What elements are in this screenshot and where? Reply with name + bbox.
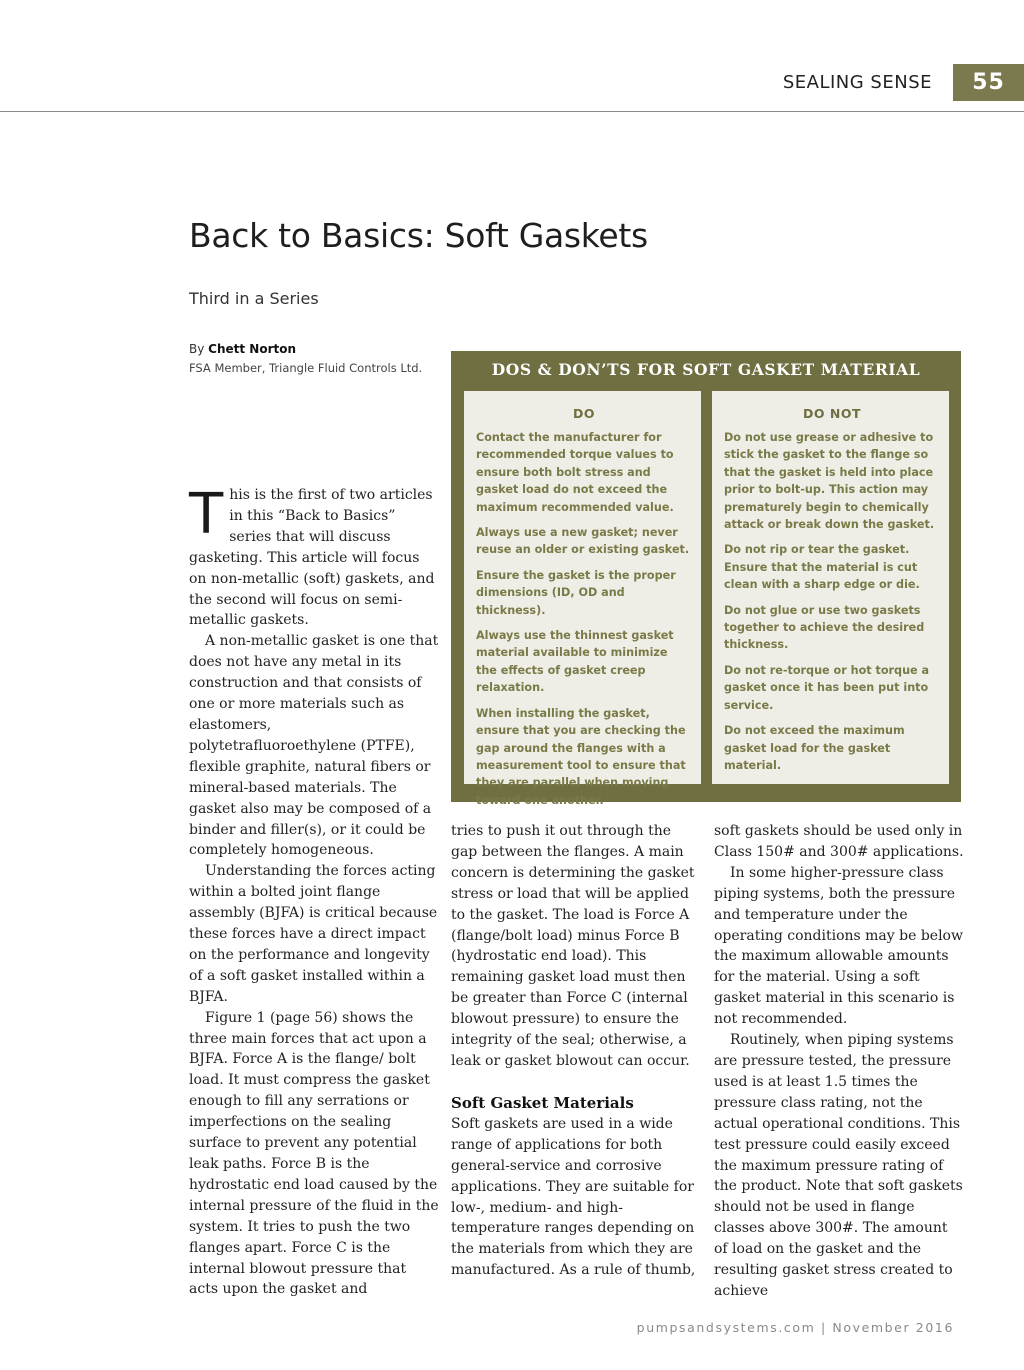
do-not-heading: DO NOT (803, 406, 861, 421)
body-paragraph: Figure 1 (page 56) shows the three main forces that act upon a BJFA. Force A is the flange/ bolt load. It must compress the gasket enough to fill any serrations or imperfections on the sealing surface to prevent any potential leak paths. Force B is the hydrostatic end load caused by the internal pressure of the fluid in the system. It tries to push the two flanges apart. Force C is the internal blowout pressure that acts upon the gasket and (189, 1009, 439, 1298)
section-heading: Soft Gasket Materials (451, 1093, 634, 1112)
do-item: When installing the gasket, ensure that you are checking the gap around the flanges with a measurement tool to ensure that they are parallel when moving toward one another. (476, 706, 686, 807)
body-paragraph: tries to push it out through the gap between the flanges. A main concern is determining the gasket stress or load that will be applied to the gasket. The load is Force A (flange/bolt load) minus Force B (hydrostatic end load). This remaining gasket load must then be greater than Force C (internal blowout pressure) to ensure the integrity of the seal; otherwise, a leak or gasket blowout can occur. (451, 823, 695, 1069)
dos-donts-sidebar (451, 351, 961, 807)
body-paragraph: Routinely, when piping systems are pressure tested, the pressure used is at least 1.5 times the pressure class rating, not the actual operational conditions. This test pressure could easily exceed the maximum pressure rating of the product. Note that soft gaskets should not be used in flange classes above 300#. The amount of load on the gasket and the resulting gasket stress created to achieve (714, 1032, 963, 1299)
article-subtitle: Third in a Series (189, 289, 319, 308)
byline (189, 342, 296, 356)
intro-text: his is the first of two articles in this “Back to Basics” series that will discuss gasketing. This article will focus on non-metallic (soft) gaskets, and the second will focus on semi-metallic gaskets. (189, 487, 435, 629)
do-not-item: Do not re-torque or hot torque a gasket once it has been put into service. (724, 663, 930, 712)
article-title: Back to Basics: Soft Gaskets (189, 216, 648, 255)
section-title: SEALING SENSE (782, 72, 932, 93)
do-heading: DO (572, 406, 595, 421)
page-number-badge: 55 (953, 64, 1024, 101)
do-not-item: Do not use grease or adhesive to stick the gasket to the flange so that the gasket is held into place prior to bolt-up. This action may prematurely begin to chemically attack or break down the gasket. (724, 431, 935, 532)
body-paragraph: Understanding the forces acting within a bolted joint flange assembly (BJFA) is critical because these forces have a direct impact on the performance and longevity of a soft gasket installed within a BJFA. (189, 863, 438, 1005)
article-column-1 (189, 482, 439, 1300)
do-not-item: Do not exceed the maximum gasket load for the gasket material. (724, 724, 905, 772)
do-not-list (724, 429, 940, 774)
do-list (476, 429, 692, 809)
do-not-item: Do not glue or use two gaskets together to achieve the desired thickness. (724, 603, 925, 652)
author-affiliation: FSA Member, Triangle Fluid Controls Ltd. (189, 361, 423, 375)
do-item: Ensure the gasket is the proper dimensions (ID, OD and thickness). (476, 568, 676, 617)
do-panel (464, 391, 701, 807)
drop-cap: T (189, 482, 224, 547)
body-paragraph: A non-metallic gasket is one that does not have any metal in its construction and that consists of one or more materials such as elastomers, polytetrafluoroethylene (PTFE), flexible graphite, natural fibers or mineral-based materials. The gasket also may be composed of a binder and filler(s), or it could be completely homogeneous. (189, 633, 439, 859)
intro-paragraph (189, 482, 439, 631)
do-not-panel (712, 391, 949, 784)
do-not-item: Do not rip or tear the gasket. Ensure that the material is cut clean with a sharp edge or die. (724, 543, 920, 592)
article-column-3 (714, 821, 964, 1302)
sidebar-title: DOS & DON’TS FOR SOFT GASKET MATERIAL (491, 360, 921, 379)
page-footer: pumpsandsystems.com | November 2016 (636, 1320, 954, 1335)
do-item: Always use a new gasket; never reuse an older or existing gasket. (476, 526, 690, 557)
article-column-2 (451, 821, 697, 1281)
do-item: Always use the thinnest gasket material available to minimize the effects of gasket creep relaxation. (476, 629, 674, 695)
body-paragraph: In some higher-pressure class piping systems, both the pressure and temperature under the operating conditions may be below the maximum allowable amounts for the material. Using a soft gasket material in this scenario is not recommended. (714, 864, 963, 1028)
body-paragraph: Soft gaskets are used in a wide range of applications for both general-service and corrosive applications. They are suitable for low-, medium- and high-temperature ranges depending on the materials from which they are manufactured. As a rule of thumb, (451, 1115, 696, 1279)
body-paragraph: soft gaskets should be used only in Class 150# and 300# applications. (714, 823, 964, 860)
header-divider (0, 111, 1024, 112)
byline-prefix: By (189, 342, 205, 356)
do-item: Contact the manufacturer for recommended torque values to ensure both bolt stress and gasket load do not exceed the maximum recommended value. (476, 431, 674, 514)
author-name: Chett Norton (208, 342, 297, 356)
